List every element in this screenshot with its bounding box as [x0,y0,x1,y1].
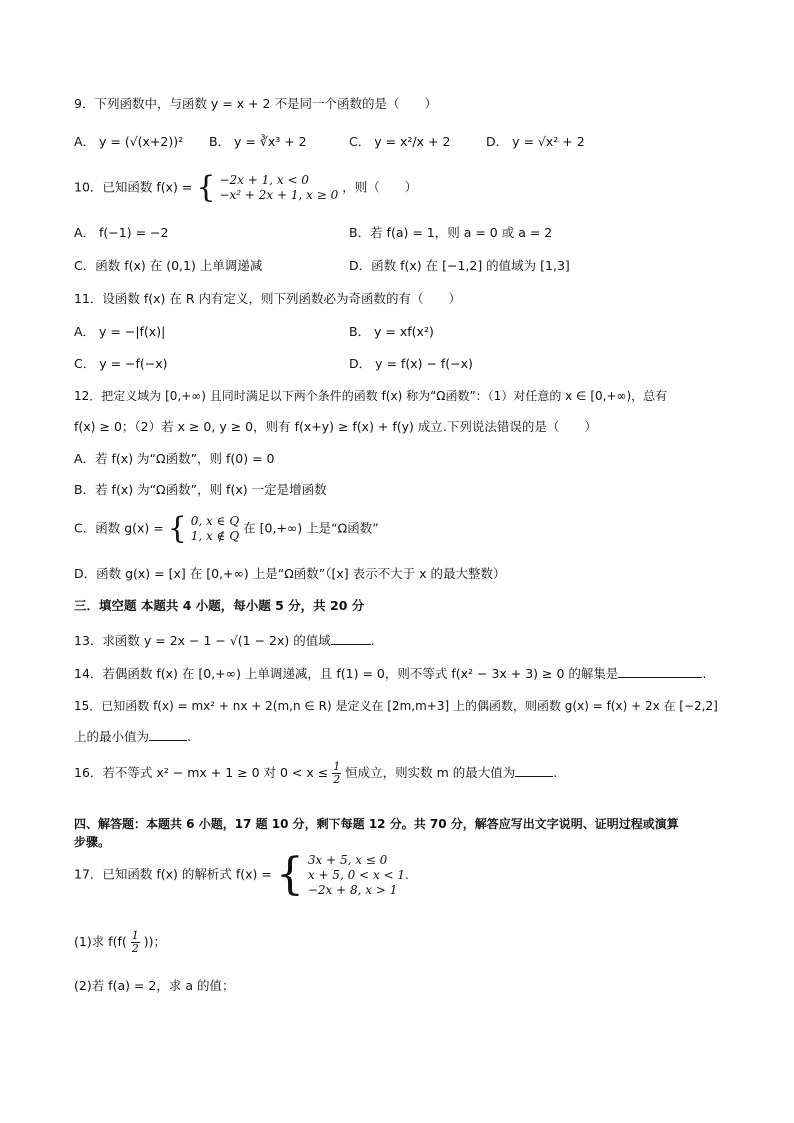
q9-stem: 9．下列函数中，与函数 y = x + 2 不是同一个函数的是（ ） [74,96,437,111]
q10-option-a: A． f(−1) = −2 [74,225,169,240]
q13-answer-blank [331,634,371,645]
q11-row-1 [74,323,434,341]
q12-option-a: A．若 f(x) 为“Ω函数”，则 f(0) = 0 [74,451,275,466]
q10-stem-suffix: ，则（ ） [342,179,418,195]
q11-option-d: D． y = f(x) − f(−x) [349,356,473,371]
q11-option-c: C． y = −f(−x) [74,356,168,371]
q14-text: 14．若偶函数 f(x) 在 [0,+∞) 上单调递减，且 f(1) = 0，则不等式 f(x² − 3x + 3) ≥ 0 的解集是 [74,666,619,681]
q10-case-2: −x² + 2x + 1, x ≥ 0 [219,188,339,202]
q12-option-d: D．函数 g(x) = [x] 在 [0,+∞) 上是“Ω函数”（[x] 表示不大于 x 的最大整数） [74,566,506,581]
q10-option-c: C．函数 f(x) 在 (0,1) 上单调递减 [74,258,263,273]
q17-part-2: (2)若 f(a) = 2，求 a 的值； [74,978,235,993]
q17-case-3: −2x + 8, x > 1 [307,882,398,897]
q11-row-2 [74,355,473,373]
q16-answer-blank [515,766,553,777]
q17-fraction-numerator: 1 [131,929,139,942]
q16-suffix: 恒成立，则实数 m 的最大值为 [345,765,516,780]
q12-option-c [74,511,379,546]
q17-stem [74,849,409,900]
q17-part-1-fraction [131,930,140,955]
q10-option-b: B．若 f(a) = 1，则 a = 0 或 a = 2 [349,225,553,240]
q16-fraction [332,761,341,786]
q12-option-b: B．若 f(x) 为“Ω函数”，则 f(x) 一定是增函数 [74,482,327,497]
q10-stem [74,170,418,205]
q13 [74,632,375,650]
section-3-heading: 三．填空题 本题共 4 小题，每小题 5 分，共 20 分 [74,598,365,613]
q9-option-c: C． y = x²/x + 2 [349,134,451,149]
q10-brace: { [196,170,216,205]
q12-stem-line-2: f(x) ≥ 0；（2）若 x ≥ 0, y ≥ 0，则有 f(x+y) ≥ f(x) + f(y) 成立.下列说法错误的是（ ） [74,419,597,434]
q11-stem: 11．设函数 f(x) 在 R 内有定义，则下列函数必为奇函数的有（ ） [74,291,462,306]
q15-text: 上的最小值为 [74,729,150,744]
q13-end: . [370,633,375,648]
q9-option-d: D． y = √x² + 2 [486,134,585,149]
q10-option-d: D．函数 f(x) 在 [−1,2] 的值域为 [1,3] [349,258,570,273]
q16-fraction-denominator: 2 [333,773,341,786]
q16-end: . [553,765,558,780]
q10-row-2 [74,257,570,275]
q16-fraction-numerator: 1 [333,760,341,773]
q14-end: . [702,666,707,681]
q17-brace: { [275,849,304,900]
q11-option-a: A． y = −|f(x)| [74,324,166,339]
q15-line-1: 15．已知函数 f(x) = mx² + nx + 2(m,n ∈ R) 是定义在 [2m,m+3] 上的偶函数，则函数 g(x) = f(x) + 2x 在 [−2,2] [74,699,718,713]
q15-line-2 [74,728,191,746]
q10-case-1: −2x + 1, x < 0 [219,173,309,187]
q15-answer-blank [149,730,187,741]
q17-fraction-denominator: 2 [131,942,139,955]
q12-stem-line-1: 12．把定义域为 [0,+∞) 且同时满足以下两个条件的函数 f(x) 称为“Ω函数”：（1）对任意的 x ∈ [0,+∞)，总有 [74,389,668,403]
q16 [74,761,557,786]
q9-option-b: B． y = ∛x³ + 2 [209,134,307,149]
q13-text: 13．求函数 y = 2x − 1 − √(1 − 2x) 的值域 [74,633,331,648]
q12-option-c-suffix: 在 [0,+∞) 上是“Ω函数” [243,520,379,536]
q12-piecewise [191,514,239,544]
q12-case-2: 1, x ∉ Q [190,529,240,543]
section-4-heading-line-2: 步骤。 [74,835,111,849]
q12-case-1: 0, x ∈ Q [190,514,240,528]
q14-answer-blank [618,667,702,678]
q17-part-1-suffix: ))； [143,934,166,949]
q12-option-c-prefix: C．函数 g(x) = [74,520,164,536]
q10-stem-prefix: 10．已知函数 f(x) = [74,179,193,195]
q17-stem-text: 17．已知函数 f(x) 的解析式 f(x) = [74,866,272,882]
q17-case-1: 3x + 5, x ≤ 0 [307,852,388,867]
q16-prefix: 16．若不等式 x² − mx + 1 ≥ 0 对 0 < x ≤ [74,765,329,780]
q15-end: . [187,729,191,744]
q10-piecewise [219,173,338,203]
q17-part-1 [74,930,166,955]
q11-option-b: B． y = xf(x²) [349,324,434,339]
q12-brace: { [167,511,187,546]
q10-row-1 [74,224,553,242]
q17-part-1-prefix: (1)求 f(f( [74,934,127,949]
q14 [74,665,706,683]
q17-piecewise [308,853,409,898]
section-4-heading-line-1: 四、解答题：本题共 6 小题，17 题 10 分，剩下每题 12 分。共 70 分，解答应写出文字说明、证明过程或演算 [74,817,679,831]
q17-case-2: x + 5, 0 < x < 1. [307,867,409,882]
q9-option-a: A． y = (√(x+2))² [74,134,184,149]
